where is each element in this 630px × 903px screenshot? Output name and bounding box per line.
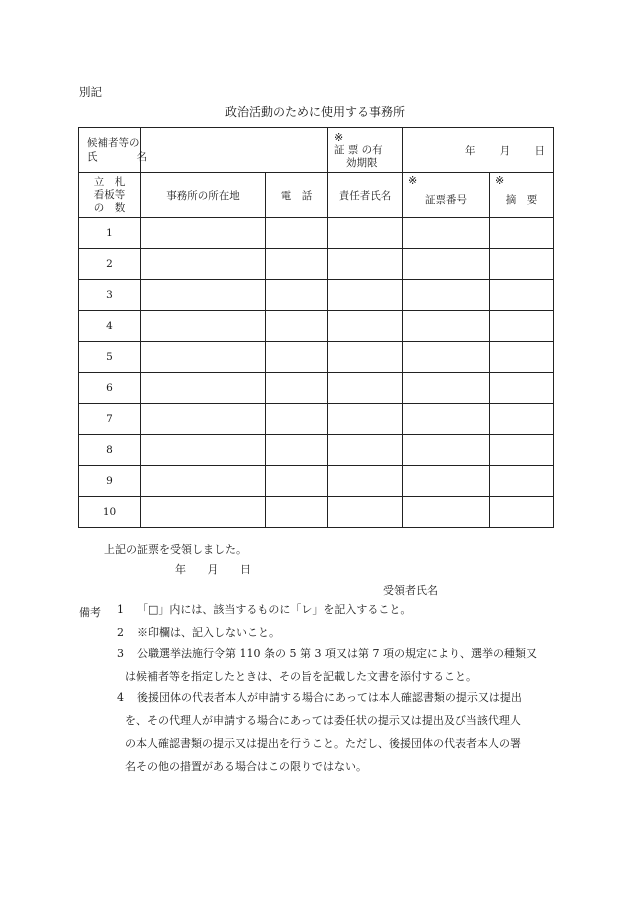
remarks-cell[interactable] <box>490 218 554 249</box>
phone-cell[interactable] <box>266 249 328 280</box>
phone-cell[interactable] <box>266 373 328 404</box>
remarks-cell[interactable] <box>490 404 554 435</box>
cert-number-cell[interactable] <box>403 404 490 435</box>
phone-cell[interactable] <box>266 311 328 342</box>
address-cell[interactable] <box>141 497 266 528</box>
table-row <box>79 342 554 373</box>
address-cell[interactable] <box>141 280 266 311</box>
phone-cell[interactable] <box>266 218 328 249</box>
table-row <box>79 373 554 404</box>
manager-cell[interactable] <box>328 435 403 466</box>
remarks-cell[interactable] <box>490 497 554 528</box>
address-cell[interactable] <box>141 249 266 280</box>
table-row <box>79 404 554 435</box>
manager-cell[interactable] <box>328 497 403 528</box>
candidate-name-label: 候補者等の 氏 名 <box>79 128 141 173</box>
office-table <box>78 127 554 528</box>
row-number: 10 <box>79 497 141 528</box>
table-row <box>79 497 554 528</box>
reference-mark-icon: ※ <box>495 174 505 187</box>
remarks-cell[interactable] <box>490 435 554 466</box>
remarks-cell[interactable] <box>490 249 554 280</box>
row-number: 4 <box>79 311 141 342</box>
annex-label: 別記 <box>79 85 102 99</box>
recipient-name-label: 受領者氏名 <box>383 584 438 597</box>
validity-date-field[interactable]: 年 月 日 <box>403 128 554 173</box>
note-item-2: 2 ※印欄は、記入しないこと。 <box>117 626 280 639</box>
manager-cell[interactable] <box>328 218 403 249</box>
address-column-header: 事務所の所在地 <box>141 173 266 218</box>
reference-mark-icon: ※ <box>408 174 418 187</box>
note-item-1: 1 「□」内には、該当するものに「レ」を記入すること。 <box>117 603 412 616</box>
cert-number-cell[interactable] <box>403 249 490 280</box>
remarks-cell[interactable] <box>490 373 554 404</box>
column-header-row <box>79 173 554 218</box>
table-row <box>79 249 554 280</box>
remarks-cell[interactable] <box>490 466 554 497</box>
address-cell[interactable] <box>141 342 266 373</box>
receipt-date[interactable]: 年 月 日 <box>175 563 251 576</box>
phone-cell[interactable] <box>266 466 328 497</box>
phone-cell[interactable] <box>266 435 328 466</box>
row-number: 7 <box>79 404 141 435</box>
note-item-4: 4 後援団体の代表者本人が申請する場合にあっては本人確認書類の提示又は提出 を、その代理人が申請する場合にあっては委任状の提示又は提出及び当該代理人 の本人確認書類の提示又は提出を行うこと。ただし、後援団体の代表者本人の署 名その他の措置がある場合はこの限りではない。 <box>117 691 522 773</box>
candidate-name-field[interactable] <box>141 128 328 173</box>
phone-cell[interactable] <box>266 280 328 311</box>
phone-column-header: 電 話 <box>266 173 328 218</box>
manager-cell[interactable] <box>328 249 403 280</box>
cert-number-column-header: ※ 証票番号 <box>403 173 490 218</box>
count-column-header: 立 札 看板等 の 数 <box>79 173 141 218</box>
remarks-cell[interactable] <box>490 342 554 373</box>
manager-cell[interactable] <box>328 311 403 342</box>
document-title: 政治活動のために使用する事務所 <box>224 105 405 119</box>
manager-cell[interactable] <box>328 373 403 404</box>
manager-cell[interactable] <box>328 404 403 435</box>
row-number: 6 <box>79 373 141 404</box>
table-row <box>79 280 554 311</box>
notes-heading: 備考 <box>79 606 101 619</box>
manager-cell[interactable] <box>328 342 403 373</box>
candidate-row <box>79 128 554 173</box>
row-number: 9 <box>79 466 141 497</box>
phone-cell[interactable] <box>266 342 328 373</box>
cert-number-cell[interactable] <box>403 466 490 497</box>
cert-number-cell[interactable] <box>403 435 490 466</box>
table-row <box>79 466 554 497</box>
row-number: 8 <box>79 435 141 466</box>
reference-mark-icon: ※ <box>334 130 344 144</box>
receipt-statement: 上記の証票を受領しました。 <box>104 543 247 556</box>
address-cell[interactable] <box>141 466 266 497</box>
table-row <box>79 435 554 466</box>
manager-cell[interactable] <box>328 466 403 497</box>
validity-period-label: ※ 証 票 の有 効期限 <box>328 128 403 173</box>
phone-cell[interactable] <box>266 404 328 435</box>
address-cell[interactable] <box>141 404 266 435</box>
manager-cell[interactable] <box>328 280 403 311</box>
address-cell[interactable] <box>141 373 266 404</box>
note-item-3: 3 公職選挙法施行令第 110 条の 5 第 3 項又は第 7 項の規定により、選挙の種類又 は候補者等を指定したときは、その旨を記載した文書を添付すること。 <box>117 647 537 683</box>
cert-number-cell[interactable] <box>403 280 490 311</box>
address-cell[interactable] <box>141 218 266 249</box>
cert-number-cell[interactable] <box>403 342 490 373</box>
row-number: 2 <box>79 249 141 280</box>
row-number: 5 <box>79 342 141 373</box>
cert-number-cell[interactable] <box>403 218 490 249</box>
phone-cell[interactable] <box>266 497 328 528</box>
table-row <box>79 218 554 249</box>
row-number: 1 <box>79 218 141 249</box>
remarks-cell[interactable] <box>490 280 554 311</box>
cert-number-cell[interactable] <box>403 373 490 404</box>
remarks-column-header: ※ 摘 要 <box>490 173 554 218</box>
remarks-cell[interactable] <box>490 311 554 342</box>
cert-number-cell[interactable] <box>403 497 490 528</box>
cert-number-cell[interactable] <box>403 311 490 342</box>
row-number: 3 <box>79 280 141 311</box>
manager-column-header: 責任者氏名 <box>328 173 403 218</box>
address-cell[interactable] <box>141 311 266 342</box>
table-row <box>79 311 554 342</box>
address-cell[interactable] <box>141 435 266 466</box>
